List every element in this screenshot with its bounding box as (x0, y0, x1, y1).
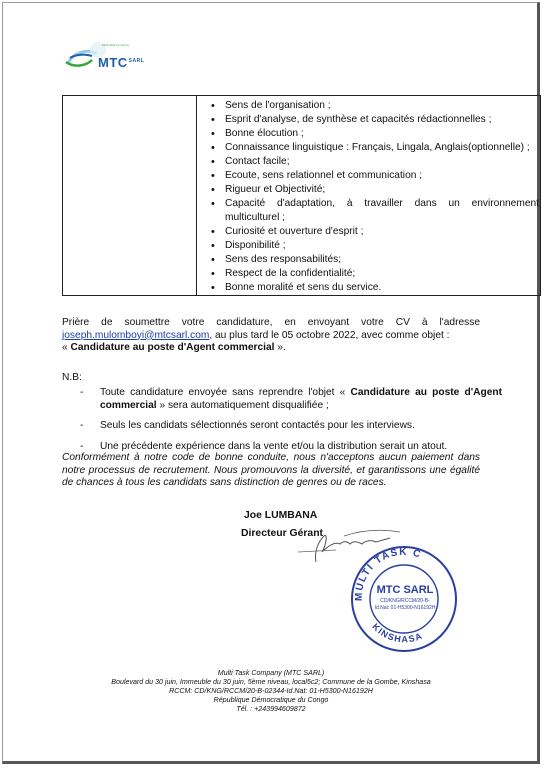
list-item: • Bonne élocution ; (209, 127, 539, 141)
requirements-list (209, 99, 539, 295)
footer-country: République Démocratique du Congo (213, 696, 329, 705)
list-item: • Ecoute, sens relationnel et communication ; (209, 169, 539, 183)
subject-open-quote: « (62, 342, 71, 354)
nb-item1-text: Toute candidature envoyée sans reprendre l'objet « (100, 387, 351, 398)
footer (62, 669, 480, 714)
application-paragraph (62, 317, 480, 355)
footer-registration: RCCM: CD/KNG/RCCM/20-B-02344-Id.Nat: 01-H5300-N16192H (169, 687, 373, 696)
signatory-title: Directeur Gérant (241, 528, 323, 539)
signatory-name: Joe LUMBANA (244, 510, 318, 521)
list-item (62, 387, 502, 412)
logo-name: MTC (98, 55, 128, 70)
nb-label: N.B: (62, 372, 82, 383)
list-item: • Bonne moralité et sens du service. (209, 281, 539, 295)
list-item: • Sens de l'organisation ; (209, 99, 539, 113)
stamp-top-text: MULTI TASK C (353, 546, 424, 602)
list-item: • Capacité d'adaptation, à travailler dans un environnement multiculturel ; (209, 197, 539, 225)
list-item: • Connaissance linguistique : Français, Lingala, Anglais(optionnelle) ; (209, 141, 539, 155)
footer-company: Multi Task Company (MTC SARL) (217, 669, 325, 677)
application-subject: Candidature au poste d'Agent commercial (70, 342, 275, 354)
logo-text (98, 55, 144, 70)
nb-item1-subject: Candidature au poste d'Agent commercial (100, 387, 502, 411)
stamp-name: MTC SARL (376, 584, 434, 596)
conduct-paragraph: Conformément à notre code de bonne conduite, nous n'acceptons aucun paiement dans notre processus de recrutement. Nous promouvons la diversité, et garantissons une égalité de chances à tous les candidats sans distinction de genres ou de races. (62, 452, 480, 489)
table-column-divider (196, 96, 197, 295)
logo-suffix: SARL (128, 57, 145, 64)
list-item: • Contact facile; (209, 155, 539, 169)
list-item: • Respect de la confidentialité; (209, 267, 539, 281)
list-item: • Curiosité et ouverture d'esprit ; (209, 225, 539, 239)
stamp-bottom-text: KINSHASA (370, 621, 425, 645)
logo-tagline: Multi Task Company (102, 43, 129, 47)
nb-list (62, 387, 502, 461)
nb-item3-text: - Une précédente expérience dans la vente et/ou la distribution serait un atout. (100, 440, 448, 452)
stamp-line1: CD/KNG/RCCM/20-B- (380, 598, 430, 604)
email-link[interactable]: joseph.mulomboyi@mtcsarl.com (62, 329, 210, 341)
subject-close-quote: ». (274, 342, 286, 354)
company-stamp (348, 543, 458, 653)
list-item: • Esprit d'analyse, de synthèse et capacités rédactionnelles ; (209, 113, 539, 127)
application-deadline: , au plus tard le 05 octobre 2022, avec comme objet : (209, 329, 450, 341)
nb-item1-suffix: » sera automatiquement disqualifiée ; (156, 399, 329, 411)
requirements-table (62, 95, 541, 296)
application-text: Prière de soumettre votre candidature, en envoyant votre CV à l'adresse (62, 317, 480, 328)
stamp-line2: Id.Nat: 01-H5300-N16192H (374, 605, 436, 611)
footer-phone: Tél. : +243994609872 (236, 705, 306, 714)
list-item: • Rigueur et Objectivité; (209, 183, 539, 197)
list-item: • Sens des responsabilités; (209, 253, 539, 267)
list-item (62, 420, 502, 433)
list-item: • Disponibilité ; (209, 239, 539, 253)
footer-address: Boulevard du 30 juin, Immeuble du 30 juin, 5ème niveau, local5c2; Commune de la Gombe, Kinshasa (111, 678, 431, 687)
nb-item2-text: - Seuls les candidats sélectionnés seront contactés pour les interviews. (100, 420, 415, 432)
